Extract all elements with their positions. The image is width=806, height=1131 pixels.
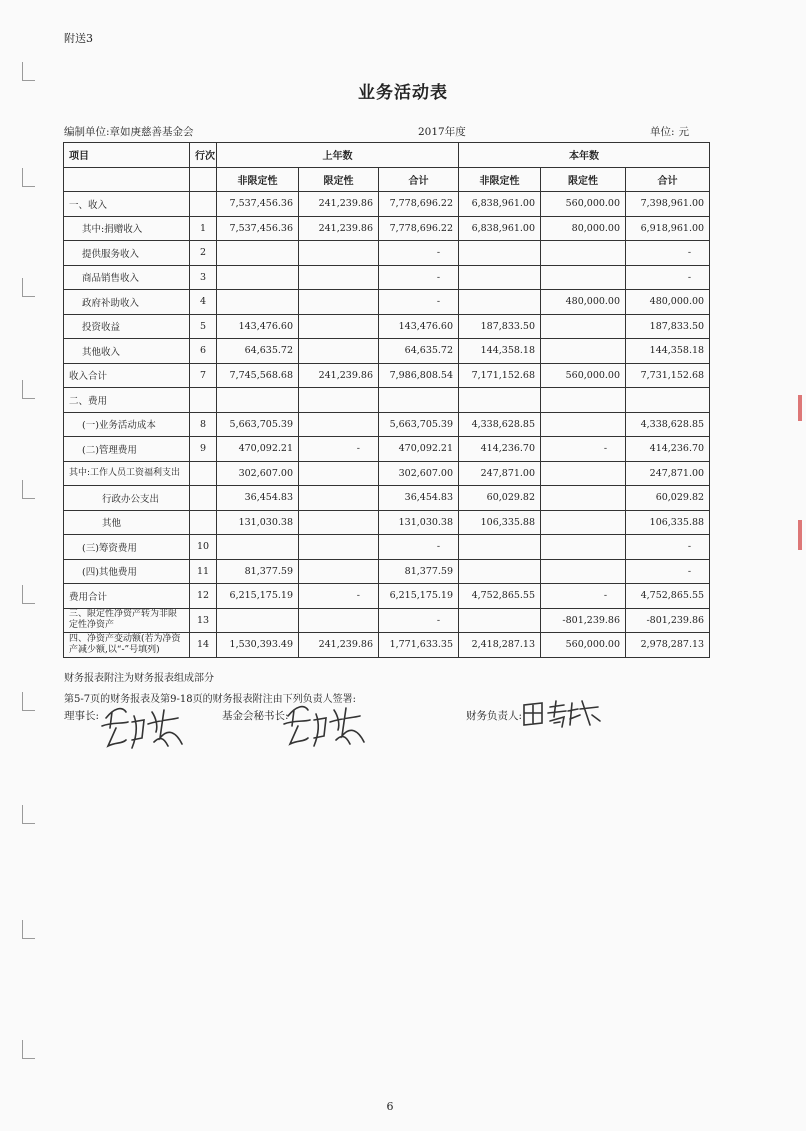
curr-unrestricted-value: 106,335.88 [459, 510, 541, 535]
page-number: 6 [386, 1100, 394, 1113]
prev-restricted-value [299, 314, 379, 339]
curr-total-value: 414,236.70 [626, 437, 710, 462]
group-curr-header: 本年数 [459, 143, 710, 168]
prev-total-value: 1,771,633.35 [379, 633, 459, 658]
prev-unrestricted-value [217, 241, 299, 266]
curr-total-value: 2,978,287.13 [626, 633, 710, 658]
row-item-label: 其中:工作人员工资福利支出 [64, 461, 190, 486]
prev-unrestricted-value [217, 608, 299, 633]
prev-total-value: 7,986,808.54 [379, 363, 459, 388]
activity-table [63, 142, 710, 658]
curr-unrestricted-value [459, 241, 541, 266]
curr-total-value: -801,239.86 [626, 608, 710, 633]
curr-unrestricted-value: 60,029.82 [459, 486, 541, 511]
prev-total-value: 470,092.21 [379, 437, 459, 462]
finance-signature [520, 695, 602, 735]
row-item-label: 其中:捐赠收入 [64, 216, 190, 241]
curr-restricted-value: 560,000.00 [541, 363, 626, 388]
row-line-number: 5 [190, 314, 217, 339]
prev-unrestricted-value: 7,537,456.36 [217, 192, 299, 217]
curr-restricted-value: - [541, 584, 626, 609]
prev-unrestricted-value: 7,745,568.68 [217, 363, 299, 388]
unit-label-text: 单位: [650, 126, 675, 138]
curr-restricted-value [541, 314, 626, 339]
curr-total-value: 187,833.50 [626, 314, 710, 339]
row-item-label: 四、净资产变动额(若为净资产减少额,以“-”号填列) [64, 633, 190, 658]
prev-unrestricted-value: 131,030.38 [217, 510, 299, 535]
prev-total-value: 6,215,175.19 [379, 584, 459, 609]
curr-unrestricted-value: 4,338,628.85 [459, 412, 541, 437]
prev-unrestricted-value: 5,663,705.39 [217, 412, 299, 437]
prev-unrestricted-value [217, 388, 299, 413]
curr-total-value: - [626, 265, 710, 290]
curr-restricted-value [541, 339, 626, 364]
col-item-blank [64, 167, 190, 192]
curr-unrestricted-value: 144,358.18 [459, 339, 541, 364]
binder-mark [22, 1040, 35, 1059]
group-prev-header: 上年数 [217, 143, 459, 168]
prev-restricted-value [299, 412, 379, 437]
row-line-number [190, 510, 217, 535]
row-line-number: 3 [190, 265, 217, 290]
table-row-fundraising-expense [64, 535, 710, 560]
prev-restricted-value: 241,239.86 [299, 363, 379, 388]
curr-restricted-value: 560,000.00 [541, 633, 626, 658]
prev-restricted-value [299, 559, 379, 584]
table-row-staff-salary-welfare [64, 461, 710, 486]
binder-mark [22, 480, 35, 499]
table-row-expenses [64, 388, 710, 413]
prev-restricted-value [299, 265, 379, 290]
curr-unrestricted-header: 非限定性 [459, 167, 541, 192]
table-row-donation-income [64, 216, 710, 241]
prev-total-value [379, 388, 459, 413]
prev-unrestricted-value [217, 535, 299, 560]
curr-unrestricted-value: 6,838,961.00 [459, 216, 541, 241]
curr-total-value [626, 388, 710, 413]
header-row-sub [64, 167, 710, 192]
col-line-blank [190, 167, 217, 192]
curr-restricted-value [541, 461, 626, 486]
table-row-net-asset-change [64, 633, 710, 658]
row-item-label: 费用合计 [64, 584, 190, 609]
row-line-number: 12 [190, 584, 217, 609]
seal-trace [798, 395, 802, 421]
curr-unrestricted-value [459, 265, 541, 290]
curr-unrestricted-value [459, 559, 541, 584]
prev-unrestricted-value: 81,377.59 [217, 559, 299, 584]
prev-total-header: 合计 [379, 167, 459, 192]
row-line-number: 9 [190, 437, 217, 462]
prev-restricted-value: 241,239.86 [299, 633, 379, 658]
prev-unrestricted-value: 470,092.21 [217, 437, 299, 462]
binder-mark [22, 585, 35, 604]
prev-restricted-value [299, 241, 379, 266]
prev-unrestricted-value: 143,476.60 [217, 314, 299, 339]
row-item-label: (四)其他费用 [64, 559, 190, 584]
table-row-other-expense [64, 559, 710, 584]
notes-line-1: 财务报表附注为财务报表组成部分 [64, 673, 214, 684]
prev-total-value: 131,030.38 [379, 510, 459, 535]
prev-restricted-value [299, 535, 379, 560]
prev-total-value: - [379, 265, 459, 290]
year-label: 2017年度 [418, 126, 466, 138]
curr-restricted-value: 480,000.00 [541, 290, 626, 315]
unit-label [650, 124, 689, 139]
curr-total-value: - [626, 559, 710, 584]
prev-restricted-value [299, 461, 379, 486]
row-line-number: 2 [190, 241, 217, 266]
row-line-number [190, 388, 217, 413]
prev-unrestricted-value: 7,537,456.36 [217, 216, 299, 241]
binder-mark [22, 168, 35, 187]
secretary-signature [282, 698, 370, 758]
row-item-label: 收入合计 [64, 363, 190, 388]
curr-total-value: 4,338,628.85 [626, 412, 710, 437]
prev-unrestricted-value [217, 290, 299, 315]
prev-unrestricted-header: 非限定性 [217, 167, 299, 192]
row-line-number: 14 [190, 633, 217, 658]
curr-total-value: 6,918,961.00 [626, 216, 710, 241]
prev-restricted-value [299, 486, 379, 511]
prev-total-value: - [379, 290, 459, 315]
prev-unrestricted-value [217, 265, 299, 290]
prev-unrestricted-value: 36,454.83 [217, 486, 299, 511]
col-item-header: 项目 [64, 143, 190, 168]
prev-total-value: 5,663,705.39 [379, 412, 459, 437]
curr-total-value: 4,752,865.55 [626, 584, 710, 609]
binder-mark [22, 692, 35, 711]
table-row-office-expense [64, 486, 710, 511]
col-line-header: 行次 [190, 143, 217, 168]
prev-total-value: - [379, 535, 459, 560]
attachment-label: 附送3 [64, 32, 93, 45]
curr-total-value: 144,358.18 [626, 339, 710, 364]
row-item-label: 政府补助收入 [64, 290, 190, 315]
curr-unrestricted-value: 7,171,152.68 [459, 363, 541, 388]
prev-unrestricted-value: 302,607.00 [217, 461, 299, 486]
row-line-number: 6 [190, 339, 217, 364]
row-item-label: 一、收入 [64, 192, 190, 217]
prev-restricted-value: - [299, 437, 379, 462]
row-line-number: 7 [190, 363, 217, 388]
curr-unrestricted-value: 6,838,961.00 [459, 192, 541, 217]
prev-total-value: 7,778,696.22 [379, 192, 459, 217]
prev-unrestricted-value: 6,215,175.19 [217, 584, 299, 609]
curr-restricted-value [541, 388, 626, 413]
prev-restricted-value [299, 388, 379, 413]
curr-total-value: 480,000.00 [626, 290, 710, 315]
chairman-label: 理事长: [64, 710, 100, 722]
curr-restricted-value [541, 535, 626, 560]
row-item-label: (一)业务活动成本 [64, 412, 190, 437]
prev-total-value: - [379, 241, 459, 266]
prev-restricted-header: 限定性 [299, 167, 379, 192]
table-row-sales-income [64, 265, 710, 290]
table-row-income [64, 192, 710, 217]
table-row-other-income [64, 339, 710, 364]
curr-unrestricted-value: 2,418,287.13 [459, 633, 541, 658]
prev-restricted-value [299, 510, 379, 535]
curr-unrestricted-value [459, 388, 541, 413]
curr-unrestricted-value: 4,752,865.55 [459, 584, 541, 609]
table-row-restricted-to-unrestricted [64, 608, 710, 633]
row-item-label: 其他收入 [64, 339, 190, 364]
row-line-number: 13 [190, 608, 217, 633]
org-label: 编制单位:章如庚慈善基金会 [64, 126, 194, 138]
curr-total-value: - [626, 241, 710, 266]
curr-restricted-value [541, 412, 626, 437]
table-row-other-management [64, 510, 710, 535]
prev-total-value: 36,454.83 [379, 486, 459, 511]
binder-mark [22, 920, 35, 939]
page-title: 业务活动表 [358, 83, 448, 103]
row-item-label: 投资收益 [64, 314, 190, 339]
table-row-expense-total [64, 584, 710, 609]
row-line-number: 10 [190, 535, 217, 560]
curr-total-value: 7,398,961.00 [626, 192, 710, 217]
row-item-label: 提供服务收入 [64, 241, 190, 266]
curr-total-value: 247,871.00 [626, 461, 710, 486]
row-line-number: 8 [190, 412, 217, 437]
curr-restricted-header: 限定性 [541, 167, 626, 192]
curr-restricted-value [541, 559, 626, 584]
seal-trace [798, 520, 802, 550]
curr-unrestricted-value [459, 608, 541, 633]
notes-line-2: 第5-7页的财务报表及第9-18页的财务报表附注由下列负责人签署: [64, 694, 356, 705]
prev-restricted-value: 241,239.86 [299, 192, 379, 217]
prev-total-value: - [379, 608, 459, 633]
curr-total-value: 60,029.82 [626, 486, 710, 511]
prev-unrestricted-value: 1,530,393.49 [217, 633, 299, 658]
row-item-label: 三、限定性净资产转为非限定性净资产 [64, 608, 190, 633]
row-line-number: 11 [190, 559, 217, 584]
curr-unrestricted-value: 414,236.70 [459, 437, 541, 462]
prev-restricted-value: 241,239.86 [299, 216, 379, 241]
prev-unrestricted-value: 64,635.72 [217, 339, 299, 364]
table-row-income-total [64, 363, 710, 388]
curr-restricted-value [541, 486, 626, 511]
unit-value: 元 [678, 126, 690, 138]
table-row-service-income [64, 241, 710, 266]
curr-unrestricted-value [459, 535, 541, 560]
prev-restricted-value: - [299, 584, 379, 609]
prev-total-value: 7,778,696.22 [379, 216, 459, 241]
secretary-label: 基金会秘书长: [222, 710, 289, 722]
table-row-investment-income [64, 314, 710, 339]
table-row-business-activity-cost [64, 412, 710, 437]
curr-restricted-value [541, 510, 626, 535]
row-line-number [190, 461, 217, 486]
prev-restricted-value [299, 608, 379, 633]
row-item-label: 其他 [64, 510, 190, 535]
header-row-top [64, 143, 710, 168]
prev-total-value: 64,635.72 [379, 339, 459, 364]
curr-restricted-value: -801,239.86 [541, 608, 626, 633]
table-row-management-expense [64, 437, 710, 462]
curr-restricted-value [541, 265, 626, 290]
binder-mark [22, 380, 35, 399]
row-line-number: 4 [190, 290, 217, 315]
finance-label: 财务负责人: [466, 710, 523, 722]
curr-restricted-value: 80,000.00 [541, 216, 626, 241]
curr-unrestricted-value [459, 290, 541, 315]
prev-total-value: 143,476.60 [379, 314, 459, 339]
row-line-number: 1 [190, 216, 217, 241]
table-row-government-subsidy [64, 290, 710, 315]
chairman-signature [98, 698, 188, 760]
row-item-label: (三)筹资费用 [64, 535, 190, 560]
binder-mark [22, 805, 35, 824]
row-line-number [190, 192, 217, 217]
row-item-label: 行政办公支出 [64, 486, 190, 511]
curr-total-value: - [626, 535, 710, 560]
row-item-label: 商品销售收入 [64, 265, 190, 290]
curr-total-header: 合计 [626, 167, 710, 192]
prev-restricted-value [299, 290, 379, 315]
row-item-label: (二)管理费用 [64, 437, 190, 462]
prev-total-value: 302,607.00 [379, 461, 459, 486]
binder-mark [22, 278, 35, 297]
curr-restricted-value: - [541, 437, 626, 462]
curr-restricted-value: 560,000.00 [541, 192, 626, 217]
prev-total-value: 81,377.59 [379, 559, 459, 584]
curr-unrestricted-value: 247,871.00 [459, 461, 541, 486]
row-line-number [190, 486, 217, 511]
curr-restricted-value [541, 241, 626, 266]
prev-restricted-value [299, 339, 379, 364]
row-item-label: 二、费用 [64, 388, 190, 413]
curr-total-value: 7,731,152.68 [626, 363, 710, 388]
curr-unrestricted-value: 187,833.50 [459, 314, 541, 339]
curr-total-value: 106,335.88 [626, 510, 710, 535]
